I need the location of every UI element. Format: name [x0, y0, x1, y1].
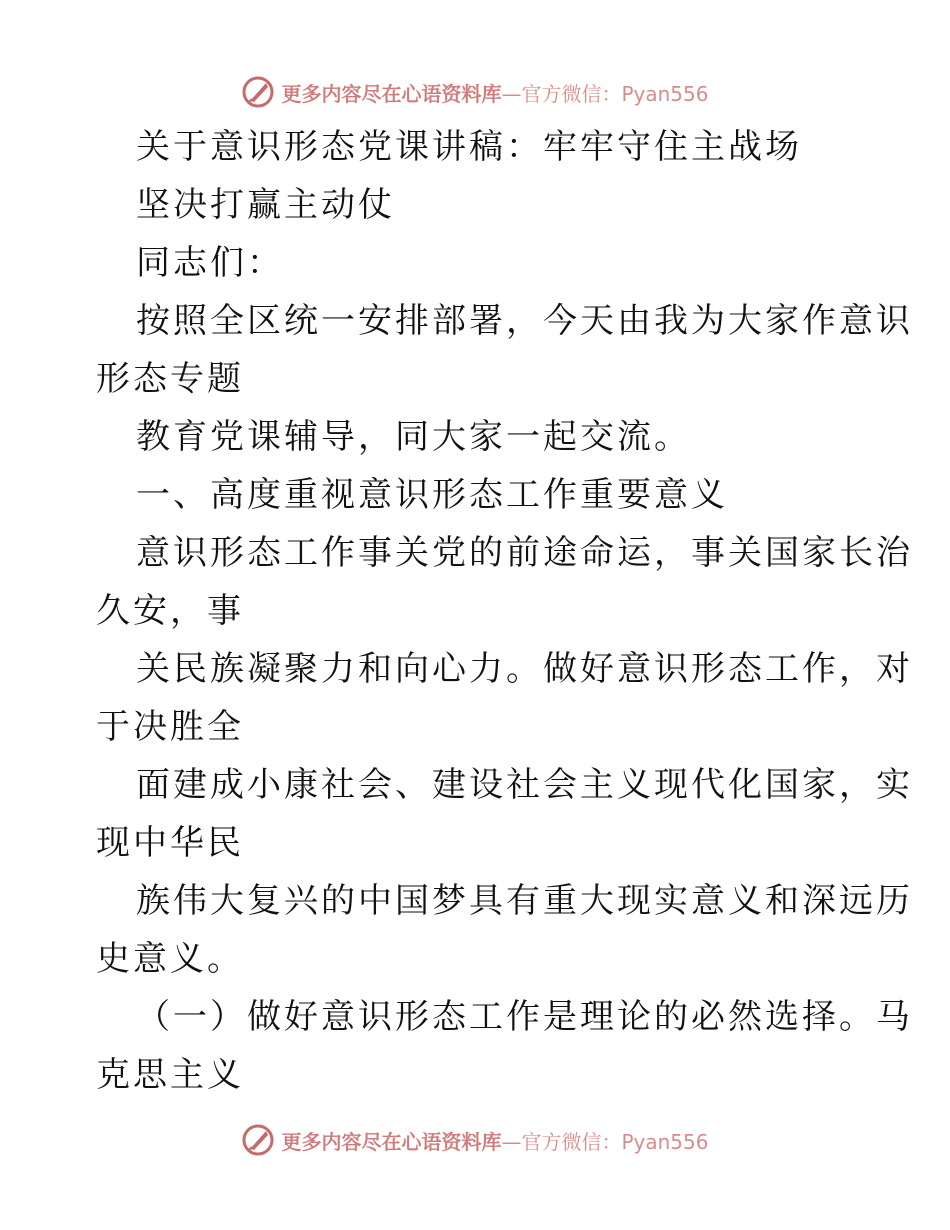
- quill-logo-icon: [241, 75, 275, 109]
- paragraph-line: 于决胜全: [96, 707, 244, 747]
- quill-logo-icon: [241, 1123, 275, 1157]
- doc-title-line-1: 关于意识形态党课讲稿：牢牢守住主战场: [136, 127, 802, 167]
- footer-watermark: [0, 1120, 950, 1160]
- paragraph-line: 形态专题: [96, 359, 244, 399]
- subsection-heading: （一）做好意识形态工作是理论的必然选择。马: [136, 997, 913, 1037]
- paragraph-line: 克思主义: [96, 1055, 244, 1095]
- paragraph-line: 按照全区统一安排部署，今天由我为大家作意识: [136, 301, 913, 341]
- paragraph-line: 现中华民: [96, 823, 244, 863]
- header-watermark: [0, 72, 950, 112]
- paragraph-line: 久安，事: [96, 591, 244, 631]
- section-heading: 一、高度重视意识形态工作重要意义: [136, 475, 728, 515]
- watermark-text: 更多内容尽在心语资料库—官方微信：Pyan556: [281, 81, 709, 106]
- paragraph-line: 面建成小康社会、建设社会主义现代化国家，实: [136, 765, 913, 805]
- paragraph-line: 史意义。: [96, 939, 244, 979]
- doc-title-line-2: 坚决打赢主动仗: [136, 185, 395, 225]
- paragraph-line: 教育党课辅导，同大家一起交流。: [136, 417, 691, 457]
- paragraph-line: 意识形态工作事关党的前途命运，事关国家长治: [136, 533, 913, 573]
- watermark-text: 更多内容尽在心语资料库—官方微信：Pyan556: [281, 1129, 709, 1154]
- paragraph-line: 关民族凝聚力和向心力。做好意识形态工作，对: [136, 649, 913, 689]
- salutation: 同志们：: [136, 243, 284, 283]
- document-body: [96, 118, 913, 1104]
- paragraph-line: 族伟大复兴的中国梦具有重大现实意义和深远历: [136, 881, 913, 921]
